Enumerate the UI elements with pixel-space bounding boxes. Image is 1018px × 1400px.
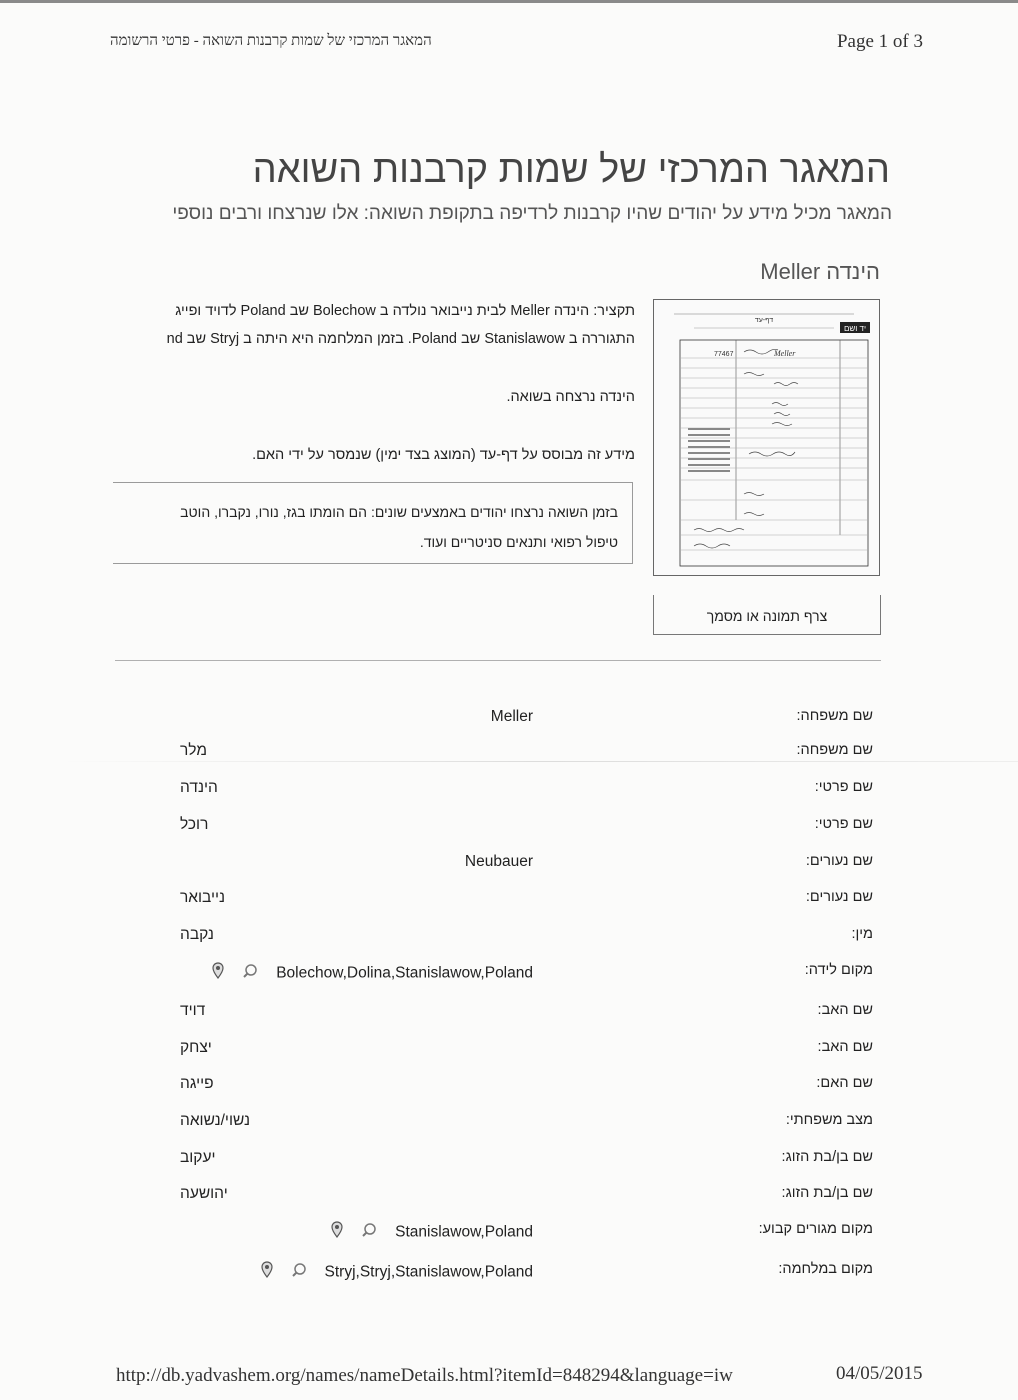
field-row-father-name-alt — [0, 1039, 1018, 1063]
search-icon[interactable] — [291, 1262, 307, 1283]
document-form-title: דף-עד — [754, 317, 774, 324]
field-row-first-name — [0, 779, 1018, 803]
field-value: הינדה — [180, 779, 218, 796]
field-row-marital-status — [0, 1112, 1018, 1136]
field-row-first-name-alt — [0, 816, 1018, 840]
field-value: דויד — [180, 1002, 206, 1019]
notice-line: בזמן השואה נרצחו יהודים באמצעים שונים: הם הומתו בגז, נורו, נקברו, הוטב — [180, 504, 618, 520]
footer-url: http://db.yadvashem.org/names/nameDetails.html?itemId=848294&language=iw — [116, 1365, 733, 1386]
field-value: Neubauer — [464, 853, 533, 870]
section-divider — [115, 660, 881, 661]
field-label: שם האב: — [817, 1002, 873, 1018]
document-logo: יד ושם — [843, 324, 867, 333]
notice-line: טיפול רפואי ותנאים סניטריים ועוד. — [419, 534, 618, 550]
residence-text: Stanislawow,Poland — [395, 1223, 533, 1241]
field-value: יעקוב — [180, 1149, 216, 1166]
field-label: שם האם: — [816, 1075, 873, 1091]
person-name-heading: הינדה Meller — [760, 259, 880, 284]
document-record-no: 77467 — [714, 351, 734, 358]
document-handwritten-name: Meller — [774, 349, 796, 358]
birth-place-text: Bolechow,Dolina,Stanislawow,Poland — [276, 964, 533, 982]
field-row-surname — [0, 708, 1018, 732]
wartime-place-text: Stryj,Stryj,Stanislawow,Poland — [324, 1263, 533, 1281]
field-row-birth-place — [0, 962, 1018, 986]
field-value: רוכל — [180, 816, 209, 833]
field-row-spouse-name-alt — [0, 1185, 1018, 1209]
field-label: מצב משפחתי: — [785, 1112, 873, 1128]
field-row-father-name — [0, 1002, 1018, 1026]
field-label: שם פרטי: — [814, 816, 873, 832]
page-indicator: Page 1 of 3 — [836, 31, 923, 52]
field-value: יהושעה — [180, 1185, 228, 1202]
map-pin-icon[interactable] — [212, 962, 224, 985]
footer-date: 04/05/2015 — [836, 1363, 923, 1384]
field-label: שם נעורים: — [805, 853, 873, 869]
field-value: נשוי/נשואה — [180, 1112, 251, 1129]
field-value-with-icons — [180, 962, 533, 985]
field-row-residence — [0, 1221, 1018, 1245]
field-value-with-icons — [180, 1221, 533, 1244]
summary-block — [113, 297, 635, 469]
field-label: מין: — [851, 926, 873, 942]
search-icon[interactable] — [242, 963, 258, 984]
field-row-maiden-name — [0, 853, 1018, 877]
field-label: מקום מגורים קבוע: — [758, 1221, 873, 1237]
field-label: מקום במלחמה: — [778, 1261, 873, 1277]
field-value: מלר — [180, 742, 207, 759]
map-pin-icon[interactable] — [261, 1261, 273, 1284]
field-label: שם בן/בת הזוג: — [781, 1149, 873, 1165]
page-subtitle: המאגר מכיל מידע על יהודים שהיו קרבנות לרדיפה בתקופת השואה: אלו שנרצחו ורבים נוספי — [172, 203, 892, 224]
search-icon[interactable] — [361, 1222, 377, 1243]
field-label: שם פרטי: — [814, 779, 873, 795]
map-pin-icon[interactable] — [331, 1221, 343, 1244]
field-label: שם האב: — [817, 1039, 873, 1055]
summary-source-line: מידע זה מבוסס על דף-עד (המוצג בצד ימין) שנמסר על ידי האם. — [252, 447, 635, 463]
field-value: נקבה — [180, 926, 214, 943]
field-label: מקום לידה: — [804, 962, 873, 978]
print-header-title: המאגר המרכזי של שמות קרבנות השואה - פרטי הרשומה — [110, 33, 432, 49]
testimony-document-thumbnail[interactable] — [653, 299, 880, 576]
field-value-with-icons — [180, 1261, 533, 1284]
field-row-surname-hebrew — [0, 742, 1018, 766]
notice-box — [113, 482, 633, 564]
field-row-maiden-name-hebrew — [0, 889, 1018, 913]
field-row-gender — [0, 926, 1018, 950]
field-row-mother-name — [0, 1075, 1018, 1099]
page-title: המאגר המרכזי של שמות קרבנות השואה — [252, 149, 890, 191]
field-row-spouse-name — [0, 1149, 1018, 1173]
field-label: שם נעורים: — [805, 889, 873, 905]
field-value: יצחק — [180, 1039, 212, 1056]
summary-line: תקציר: הינדה Meller לבית נייבואר נולדה ב Bolechow שב Poland לדויד ופייג — [175, 303, 635, 319]
summary-line: התגוררה ב Stanislawow שב Poland. בזמן המלחמה היא היתה ב Stryj שב nd — [166, 331, 635, 347]
field-value: Meller — [490, 708, 533, 725]
field-label: שם בן/בת הזוג: — [781, 1185, 873, 1201]
field-label: שם משפחה: — [796, 742, 873, 758]
field-value: נייבואר — [180, 889, 226, 906]
attach-photo-button[interactable]: צרף תמונה או מסמך — [653, 595, 881, 635]
field-row-wartime-place — [0, 1261, 1018, 1285]
field-value: פייגה — [180, 1075, 214, 1092]
field-label: שם משפחה: — [796, 708, 873, 724]
summary-line: הינדה נרצחה בשואה. — [506, 389, 635, 405]
